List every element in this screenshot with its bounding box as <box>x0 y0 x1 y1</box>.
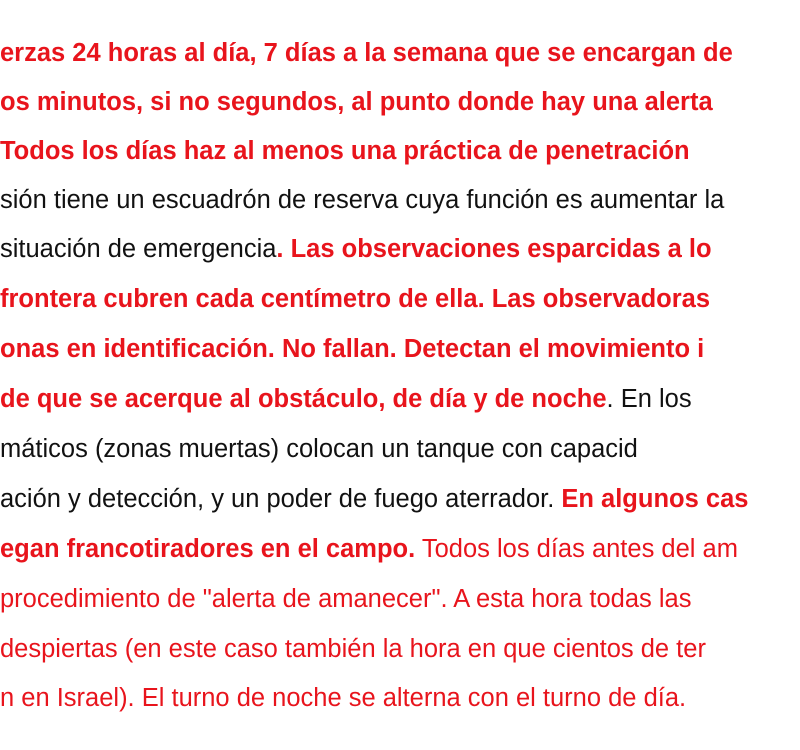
text-run: . Las observaciones esparcidas a lo <box>276 235 712 263</box>
text-run: egan francotiradores en el campo. <box>0 535 416 563</box>
text-run: procedimiento de "alerta de amanecer". A esta hora todas las <box>0 585 692 613</box>
text-line <box>0 334 704 364</box>
text-run: erzas 24 horas al día, 7 días a la semana que se encargan de <box>0 39 733 67</box>
text-line <box>0 136 690 166</box>
text-line <box>0 284 710 314</box>
text-run: n en Israel). El turno de noche se alterna con el turno de día. <box>0 684 687 712</box>
text-line <box>0 185 724 215</box>
text-line <box>0 584 691 614</box>
text-line <box>0 434 638 464</box>
text-line <box>0 87 713 117</box>
text-line <box>0 534 738 564</box>
text-run: ación y detección, y un poder de fuego aterrador. <box>0 485 562 513</box>
text-line <box>0 484 748 514</box>
text-run: despiertas (en este caso también la hora en que cientos de ter <box>0 635 706 663</box>
text-line <box>0 634 706 664</box>
text-run: . En los <box>606 385 692 413</box>
text-run: situación de emergencia <box>0 235 277 263</box>
text-run: sión tiene un escuadrón de reserva cuya función es aumentar la <box>0 186 725 214</box>
text-line <box>0 683 686 713</box>
text-run: frontera cubren cada centímetro de ella. Las observadoras <box>0 285 711 313</box>
text-line <box>0 38 733 68</box>
text-run: Todos los días haz al menos una práctica de penetración <box>0 137 690 165</box>
text-line <box>0 234 712 264</box>
text-run: Todos los días antes del am <box>415 535 738 563</box>
text-run: En algunos cas <box>561 485 749 513</box>
text-line <box>0 384 692 414</box>
text-run: de que se acerque al obstáculo, de día y de noche <box>0 385 607 413</box>
text-run: onas en identificación. No fallan. Detectan el movimiento i <box>0 335 705 363</box>
text-run: máticos (zonas muertas) colocan un tanque con capacid <box>0 435 638 463</box>
text-run: os minutos, si no segundos, al punto donde hay una alerta <box>0 88 713 116</box>
